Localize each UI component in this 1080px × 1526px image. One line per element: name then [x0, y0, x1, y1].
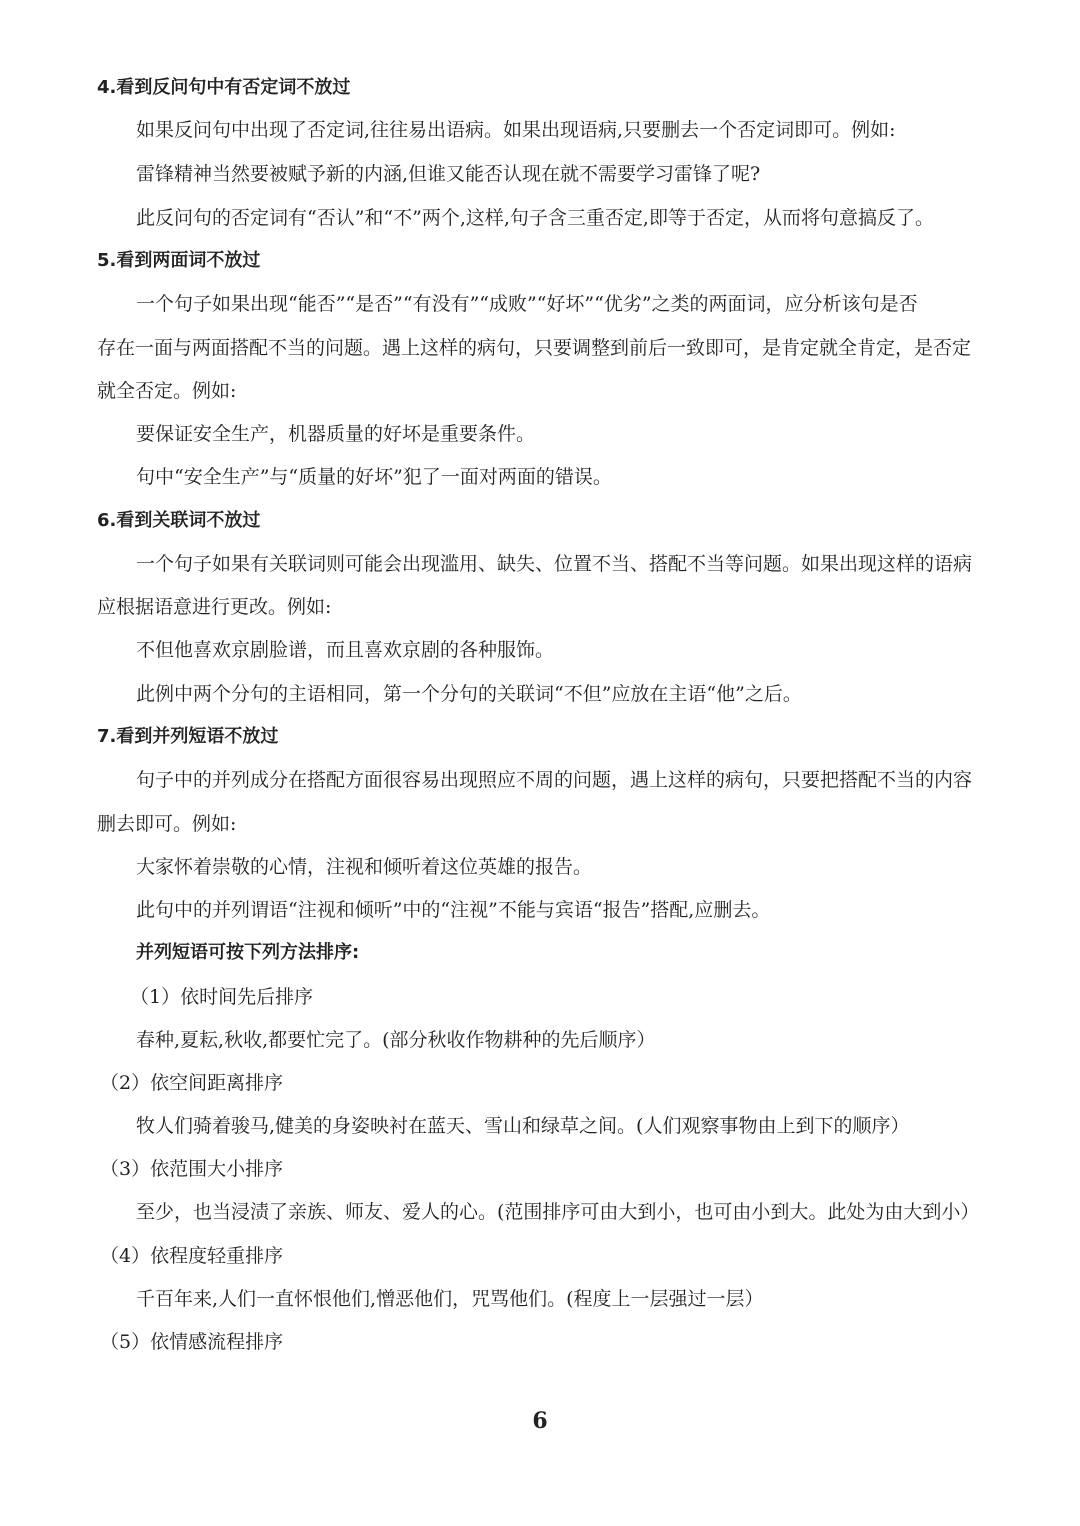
section-5-paragraph-line-2: 存在一面与两面搭配不当的问题。遇上这样的病句，只要调整到前后一致即可，是肯定就全肯定，是否定: [97, 337, 972, 359]
section-6-paragraph-line-1: 一个句子如果有关联词则可能会出现滥用、缺失、位置不当、搭配不当等问题。如果出现这样的语病: [136, 553, 973, 575]
section-6-explanation: 此例中两个分句的主语相同，第一个分句的关联词“不但”应放在主语“他”之后。: [136, 683, 802, 705]
section-4-heading: 4.看到反问句中有否定词不放过: [97, 77, 351, 98]
ordering-item-example: 牧人们骑着骏马,健美的身姿映衬在蓝天、雪山和绿草之间。(人们观察事物由上到下的顺序）: [136, 1115, 910, 1137]
section-7-example: 大家怀着崇敬的心情，注视和倾听着这位英雄的报告。: [136, 856, 593, 878]
section-4-paragraph: 如果反问句中出现了否定词,往往易出语病。如果出现语病,只要删去一个否定词即可。例如:: [136, 119, 896, 141]
ordering-item-label: （4）依程度轻重排序: [100, 1245, 284, 1267]
section-5-heading: 5.看到两面词不放过: [97, 250, 261, 271]
ordering-methods-title: 并列短语可按下列方法排序:: [136, 942, 360, 963]
page-number: 6: [532, 1408, 548, 1434]
ordering-item-label: （5）依情感流程排序: [100, 1331, 284, 1353]
section-4-explanation: 此反问句的否定词有“否认”和“不”两个,这样,句子含三重否定,即等于否定，从而将句意搞反了。: [136, 207, 934, 229]
ordering-item-example: 至少，也当浸渍了亲族、师友、爱人的心。(范围排序可由大到小，也可由小到大。此处为由大到小）: [136, 1201, 980, 1223]
ordering-item-label: （2）依空间距离排序: [100, 1072, 284, 1094]
section-5-explanation: 句中“安全生产”与“质量的好坏”犯了一面对两面的错误。: [136, 466, 612, 488]
ordering-item-label: （3）依范围大小排序: [100, 1158, 284, 1180]
section-6-heading: 6.看到关联词不放过: [97, 510, 261, 531]
ordering-item-example: 千百年来,人们一直怀恨他们,憎恶他们，咒骂他们。(程度上一层强过一层）: [136, 1288, 764, 1310]
section-5-paragraph-line-1: 一个句子如果出现“能否”“是否”“有没有”“成败”“好坏”“优劣”之类的两面词，应分析该句是否: [136, 293, 918, 315]
section-4-example: 雷锋精神当然要被赋予新的内涵,但谁又能否认现在就不需要学习雷锋了呢?: [136, 163, 761, 185]
section-6-example: 不但他喜欢京剧脸谱，而且喜欢京剧的各种服饰。: [136, 639, 555, 661]
section-7-heading: 7.看到并列短语不放过: [97, 726, 279, 747]
ordering-item-example: 春种,夏耘,秋收,都要忙完了。(部分秋收作物耕种的先后顺序）: [136, 1029, 656, 1051]
ordering-item-label: （1）依时间先后排序: [130, 986, 314, 1008]
section-7-paragraph-line-2: 删去即可。例如:: [97, 813, 237, 835]
section-7-explanation: 此句中的并列谓语“注视和倾听”中的“注视”不能与宾语“报告”搭配,应删去。: [136, 899, 771, 921]
section-5-example: 要保证安全生产，机器质量的好坏是重要条件。: [136, 423, 536, 445]
section-6-paragraph-line-2: 应根据语意进行更改。例如:: [97, 596, 332, 618]
section-7-paragraph-line-1: 句子中的并列成分在搭配方面很容易出现照应不周的问题，遇上这样的病句，只要把搭配不当的内容: [136, 769, 973, 791]
section-5-paragraph-line-3: 就全否定。例如:: [97, 380, 237, 402]
